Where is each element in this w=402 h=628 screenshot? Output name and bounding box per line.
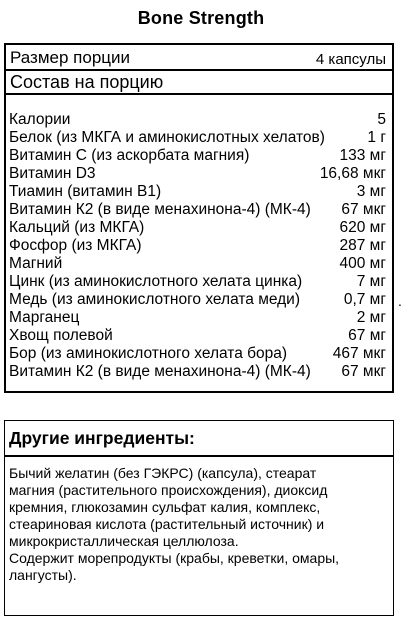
nutrient-amount: 5 bbox=[377, 111, 386, 128]
nutrient-amount: 400 мг bbox=[339, 255, 386, 272]
nutrient-amount: 67 мкг bbox=[341, 363, 386, 380]
nutrient-row bbox=[6, 183, 392, 201]
nutrient-row bbox=[6, 345, 392, 363]
nutrient-row bbox=[6, 363, 392, 381]
nutrient-row bbox=[6, 219, 392, 237]
nutrient-name: Калории bbox=[9, 111, 71, 128]
ingredient-line: Содержит морепродукты (крабы, креветки, омары, bbox=[9, 550, 340, 566]
product-title: Bone Strength bbox=[137, 8, 265, 28]
ingredient-line: магния (растительного происхождения), диоксид bbox=[9, 482, 328, 498]
nutrient-row bbox=[6, 111, 392, 129]
other-ingredients-panel bbox=[4, 420, 394, 616]
nutrient-row bbox=[6, 165, 392, 183]
ingredient-line: кремния, глюкозамин сульфат калия, комплекс, bbox=[9, 499, 321, 515]
nutrient-row bbox=[6, 255, 392, 273]
nutrient-row bbox=[6, 129, 392, 147]
nutrient-list bbox=[6, 111, 392, 381]
nutrient-name: Магний bbox=[9, 255, 63, 272]
nutrient-name: Витамин D3 bbox=[9, 165, 96, 182]
nutrient-name: Бор (из аминокислотного хелата бора) bbox=[9, 345, 288, 362]
nutrient-name: Белок (из МКГА и аминокислотных хелатов) bbox=[9, 129, 325, 146]
nutrient-amount: 1 г bbox=[367, 129, 386, 146]
nutrient-amount: 16,68 мкг bbox=[319, 165, 386, 182]
nutrient-amount: 2 мг bbox=[356, 309, 386, 326]
nutrient-row bbox=[6, 273, 392, 291]
nutrient-amount: 67 мг bbox=[348, 327, 386, 344]
nutrient-amount: 620 мг bbox=[339, 219, 386, 236]
nutrient-name: Хвощ полевой bbox=[9, 327, 113, 344]
nutrient-name: Кальций (из МКГА) bbox=[9, 219, 145, 236]
nutrient-name: Витамин К2 (в виде менахинона-4) (МК-4) bbox=[9, 201, 311, 218]
nutrient-amount: 467 мкг bbox=[332, 345, 386, 362]
other-ingredients-text bbox=[9, 465, 389, 584]
serving-size-label: Размер порции bbox=[10, 48, 130, 67]
nutrient-amount: 3 мг bbox=[356, 183, 386, 200]
nutrient-amount: 133 мг bbox=[339, 147, 386, 164]
amount-per-serving-row bbox=[6, 71, 392, 95]
ingredient-line: лангусты). bbox=[9, 567, 77, 583]
nutrient-row bbox=[6, 147, 392, 165]
other-ingredients-divider bbox=[5, 455, 393, 457]
nutrient-amount: 0,7 мг bbox=[343, 291, 386, 308]
nutrient-name: Витамин К2 (в виде менахинона-4) (МК-4) bbox=[9, 363, 311, 380]
ingredient-line: стеариновая кислота (растительный источник) и bbox=[9, 516, 325, 532]
nutrient-name: Цинк (из аминокислотного хелата цинка) bbox=[9, 273, 303, 290]
ingredient-line: Бычий желатин (без ГЭКРС) (капсула), стеарат bbox=[9, 465, 317, 481]
nutrient-name: Марганец bbox=[9, 309, 80, 326]
nutrient-row bbox=[6, 291, 392, 309]
supplement-facts-panel bbox=[4, 43, 394, 393]
other-ingredients-heading: Другие ингредиенты: bbox=[9, 428, 195, 448]
nutrient-amount: 7 мг bbox=[356, 273, 386, 290]
nutrient-name: Фосфор (из МКГА) bbox=[9, 237, 142, 254]
amount-per-serving-label: Состав на порцию bbox=[10, 72, 164, 92]
ingredient-line: микрокристаллическая целлюлоза. bbox=[9, 533, 239, 549]
serving-size-row bbox=[6, 45, 392, 71]
nutrient-row bbox=[6, 201, 392, 219]
serving-size-value: 4 капсулы bbox=[315, 51, 386, 68]
nutrient-row bbox=[6, 327, 392, 345]
nutrient-row bbox=[6, 309, 392, 327]
nutrient-name: Тиамин (витамин В1) bbox=[9, 183, 162, 200]
nutrient-name: Медь (из аминокислотного хелата меди) bbox=[9, 291, 301, 308]
nutrient-amount: 287 мг bbox=[339, 237, 386, 254]
stray-dot: . bbox=[398, 293, 402, 309]
nutrient-row bbox=[6, 237, 392, 255]
nutrient-name: Витамин С (из аскорбата магния) bbox=[9, 147, 250, 164]
nutrient-amount: 67 мкг bbox=[341, 201, 386, 218]
